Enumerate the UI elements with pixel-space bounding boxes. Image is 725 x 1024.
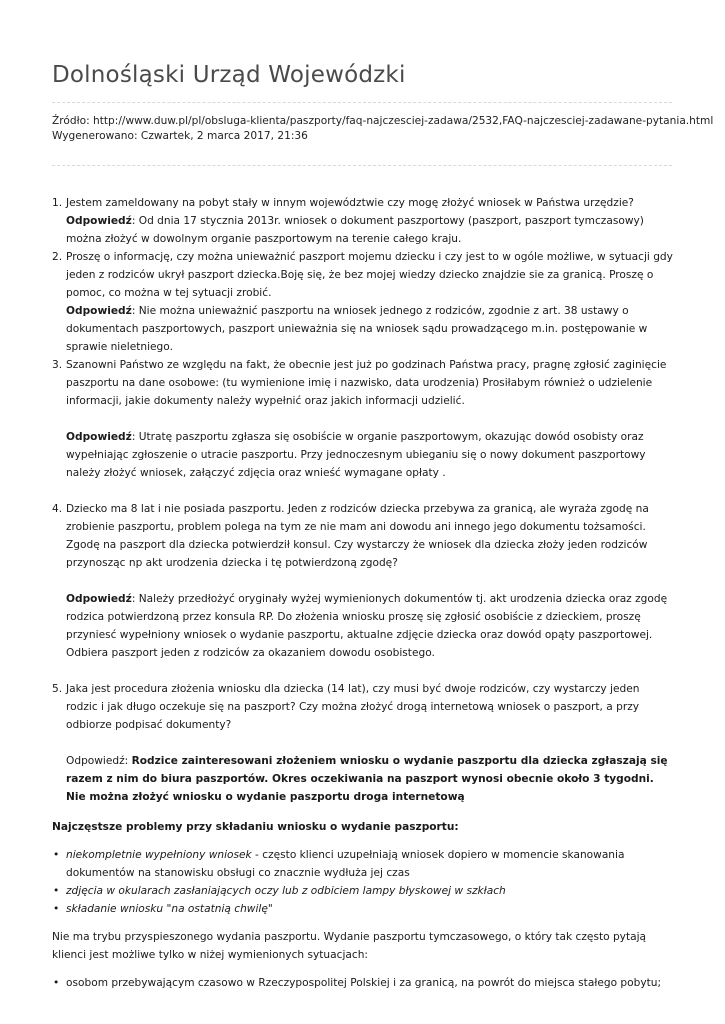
faq-item-4: [52, 500, 674, 680]
problem-desc: - często klienci uzupełniają wniosek dopiero w momencie skanowania dokumentów na stanowisku obsługi co znacznie wydłuża jej czas: [66, 849, 625, 879]
answer-label: Odpowiedź: [66, 431, 132, 443]
answer-text: : Od dnia 17 stycznia 2013r. wniosek o dokument paszportowy (paszport, paszport tymczasowy) można złożyć w dowolnym organie paszportowym na terenie całego kraju.: [66, 215, 644, 245]
faq-item-2: [52, 248, 674, 356]
faq-answer: [66, 590, 674, 662]
faq-answer: [66, 212, 674, 248]
faq-content: [52, 194, 674, 992]
answer-text: Rodzice zainteresowani złożeniem wniosku o wydanie paszportu dla dziecka zgłaszają się razem z nim do biura paszportów. Okres oczekiwania na paszport wynosi obecnie około 3 tygodni. Nie można złożyć wniosku o wydanie paszportu droga internetową: [66, 755, 668, 803]
answer-text: : Nie można unieważnić paszportu na wniosek jednego z rodziców, zgodnie z art. 38 ustawy o dokumentach paszportowych, paszport unieważnia się na wniosek sądu prowadzącego m.in. postępowanie w sprawie nieletniego.: [66, 305, 648, 353]
problem-item: [53, 882, 674, 900]
problem-item: [53, 900, 674, 918]
meta-divider: [52, 165, 672, 166]
situation-item: [53, 974, 674, 992]
source-url: Źródło: http://www.duw.pl/pl/obsluga-klienta/paszporty/faq-najczesciej-zadawa/2532,FAQ-najczesciej-zadawane-pytania.html: [52, 115, 714, 127]
faq-number: 3.: [52, 359, 63, 371]
answer-label: Odpowiedź:: [66, 755, 132, 767]
bullet: •: [53, 849, 60, 861]
faq-item-3: [52, 356, 674, 500]
answer-label: Odpowiedź: [66, 305, 132, 317]
problem-title: składanie wniosku "na ostatnią chwilę": [66, 903, 273, 915]
faq-number: 5.: [52, 683, 63, 695]
faq-question: Jestem zameldowany na pobyt stały w innym województwie czy mogę złożyć wniosek w Państwa urzędzie?: [66, 197, 634, 209]
bullet: •: [53, 977, 60, 989]
answer-text: : Należy przedłożyć oryginały wyżej wymienionych dokumentów tj. akt urodzenia dziecka oraz zgodę rodzica potwierdzoną przez konsula RP. Do złożenia wniosku proszę się zgłosić osobiście z dzieckiem, proszę przyniesć wypełniony wniosek o wydanie paszportu, aktualne zdjęcie dziecka oraz dowód opąty paszportowej. Odbiera paszport jeden z rodziców za okazaniem dowodu osobistego.: [66, 593, 668, 659]
faq-answer: [66, 302, 674, 356]
faq-question: Szanowni Państwo ze względu na fakt, że obecnie jest już po godzinach Państwa pracy, pragnę zgłosić zaginięcie paszportu na dane osobowe: (tu wymienione imię i nazwisko, data urodzenia) Prosiłabym również o udzielenie informacji, jakie dokumenty należy wypełnić oraz jakich informacji udzielić.: [66, 359, 667, 407]
problems-heading: Najczęstsze problemy przy składaniu wniosku o wydanie paszportu:: [52, 821, 459, 833]
source-meta: [52, 114, 714, 144]
faq-question: Jaka jest procedura złożenia wniosku dla dziecka (14 lat), czy musi być dwoje rodziców, czy wystarczy jeden rodzic i jak długo oczekuje się na paszport? Czy można złożyć drogą internetową wniosek o paszport, a przy odbiorze podpisać dokumenty?: [66, 683, 640, 731]
faq-question: Dziecko ma 8 lat i nie posiada paszportu. Jeden z rodziców dziecka przebywa za granicą, ale wyraża zgodę na zrobienie paszportu, problem polega na tym ze nie mam ani dowodu ani innego jego dokumentu tożsamości. Zgodę na paszport dla dziecka potwierdził konsul. Czy wystarczy że wniosek dla dziecka złoży jeden rodziców przynosząc np akt urodzenia dziecka i tę potwierdzoną zgodę?: [66, 503, 649, 569]
situation-text: osobom przebywającym czasowo w Rzeczypospolitej Polskiej i za granicą, na powrót do miejsca stałego pobytu;: [66, 977, 662, 989]
situations-list: [52, 974, 674, 992]
answer-label: Odpowiedź: [66, 215, 132, 227]
faq-number: 4.: [52, 503, 63, 515]
answer-label: Odpowiedź: [66, 593, 132, 605]
bullet: •: [53, 885, 60, 897]
page-title: Dolnośląski Urząd Wojewódzki: [52, 62, 406, 88]
bullet: •: [53, 903, 60, 915]
generated-date: Wygenerowano: Czwartek, 2 marca 2017, 21:36: [52, 130, 308, 142]
faq-item-5: [52, 680, 674, 806]
problem-title: zdjęcia w okularach zasłaniających oczy lub z odbiciem lampy błyskowej w szkłach: [66, 885, 506, 897]
note-paragraph: Nie ma trybu przyspieszonego wydania paszportu. Wydanie paszportu tymczasowego, o który tak często pytają klienci jest możliwe tylko w niżej wymienionych sytuacjach:: [52, 931, 647, 961]
faq-answer: [66, 752, 674, 806]
answer-text: : Utratę paszportu zgłasza się osobiście w organie paszportowym, okazując dowód osobisty oraz wypełniając zgłoszenie o utracie paszportu. Przy jednoczesnym ubieganiu się o nowy dokument paszportowy należy złożyć wniosek, załączyć zdjęcia oraz wnieść wymagane opłaty .: [66, 431, 646, 479]
problem-item: [53, 846, 674, 882]
problem-title: niekompletnie wypełniony wniosek: [66, 849, 252, 861]
faq-list: [52, 194, 674, 806]
faq-answer: [66, 428, 674, 482]
header-divider: [52, 102, 672, 103]
faq-number: 2.: [52, 251, 63, 263]
faq-question: Proszę o informację, czy można unieważnić paszport mojemu dziecku i czy jest to w ogóle możliwe, w sytuacji gdy jeden z rodziców ukrył paszport dziecka.Boję się, że bez mojej wiedzy dziecko znajdzie sie za granicą. Proszę o pomoc, co można w tej sytuacji zrobić.: [66, 251, 673, 299]
problems-list: [52, 846, 674, 918]
faq-item-1: [52, 194, 674, 248]
faq-number: 1.: [52, 197, 63, 209]
